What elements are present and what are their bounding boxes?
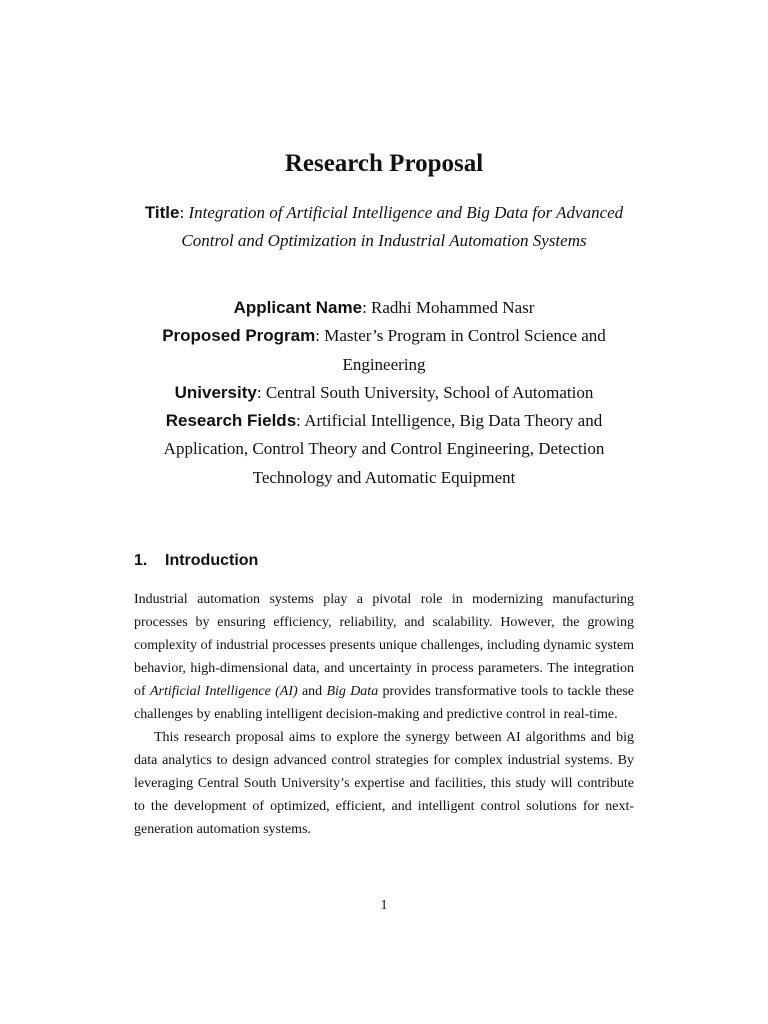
page-number: 1 bbox=[380, 898, 388, 913]
section-body bbox=[134, 588, 634, 841]
proposed-program-label: Proposed Program bbox=[162, 326, 316, 346]
research-fields-value: Artificial Intelligence, Big Data Theory and Application, Control Theory and Control Engineering, Detection Technology and Automatic Equipment bbox=[163, 411, 605, 487]
document-heading: Research Proposal bbox=[284, 150, 484, 177]
research-fields-line: Research Fields: Artificial Intelligence, Big Data Theory and Application, Control Theory and Control Engineering, Detection Technology and Automatic Equipment bbox=[163, 411, 605, 487]
proposal-title: Title: Integration of Artificial Intelligence and Big Data for Advanced Control and Optimization in Industrial Automation Systems bbox=[144, 203, 624, 250]
paragraph-1-text-c: provides transformative tools to tackle these challenges by enabling intelligent decision-making and predictive control in real-time. bbox=[134, 684, 635, 722]
big-data-term: Big Data bbox=[326, 684, 379, 699]
applicant-name-line: Applicant Name: Radhi Mohammed Nasr bbox=[233, 298, 535, 317]
paragraph-1 bbox=[134, 588, 634, 726]
section-heading bbox=[134, 549, 258, 573]
paragraph-1-text-b: and bbox=[297, 684, 327, 699]
applicant-name-label: Applicant Name bbox=[233, 298, 363, 317]
paragraph-2: This research proposal aims to explore the synergy between AI algorithms and big data analytics to design advanced control strategies for complex industrial systems. By leveraging Central South University’s expertise and facilities, this study will contribute to the development of optimized, efficient, and intelligent control solutions for next-generation automation systems. bbox=[134, 730, 634, 837]
ai-term: Artificial Intelligence (AI) bbox=[149, 684, 298, 699]
section-title: Introduction bbox=[165, 552, 259, 569]
university-line: University: Central South University, School of Automation bbox=[174, 382, 594, 402]
section-number: 1. bbox=[134, 552, 148, 569]
applicant-name-value: Radhi Mohammed Nasr bbox=[371, 298, 535, 317]
university-label: University bbox=[174, 382, 257, 402]
applicant-details bbox=[134, 294, 634, 492]
proposed-program-value: Master’s Program in Control Science and Engineering bbox=[324, 326, 606, 374]
research-fields-label: Research Fields bbox=[165, 411, 297, 431]
proposed-program-line: Proposed Program: Master’s Program in Control Science and Engineering bbox=[162, 326, 606, 374]
university-value: Central South University, School of Automation bbox=[265, 382, 594, 402]
title-label: Title bbox=[144, 203, 180, 222]
paragraph-1-text-a: Industrial automation systems play a pivotal role in modernizing manufacturing processes by ensuring efficiency, reliability, and scalability. However, the growing complexity of industrial processes presents unique challenges, including dynamic system behavior, high-dimensional data, and uncertainty in process parameters. The integration of bbox=[134, 592, 634, 699]
title-text: Integration of Artificial Intelligence and Big Data for Advanced Control and Optimization in Industrial Automation Systems bbox=[181, 203, 624, 250]
